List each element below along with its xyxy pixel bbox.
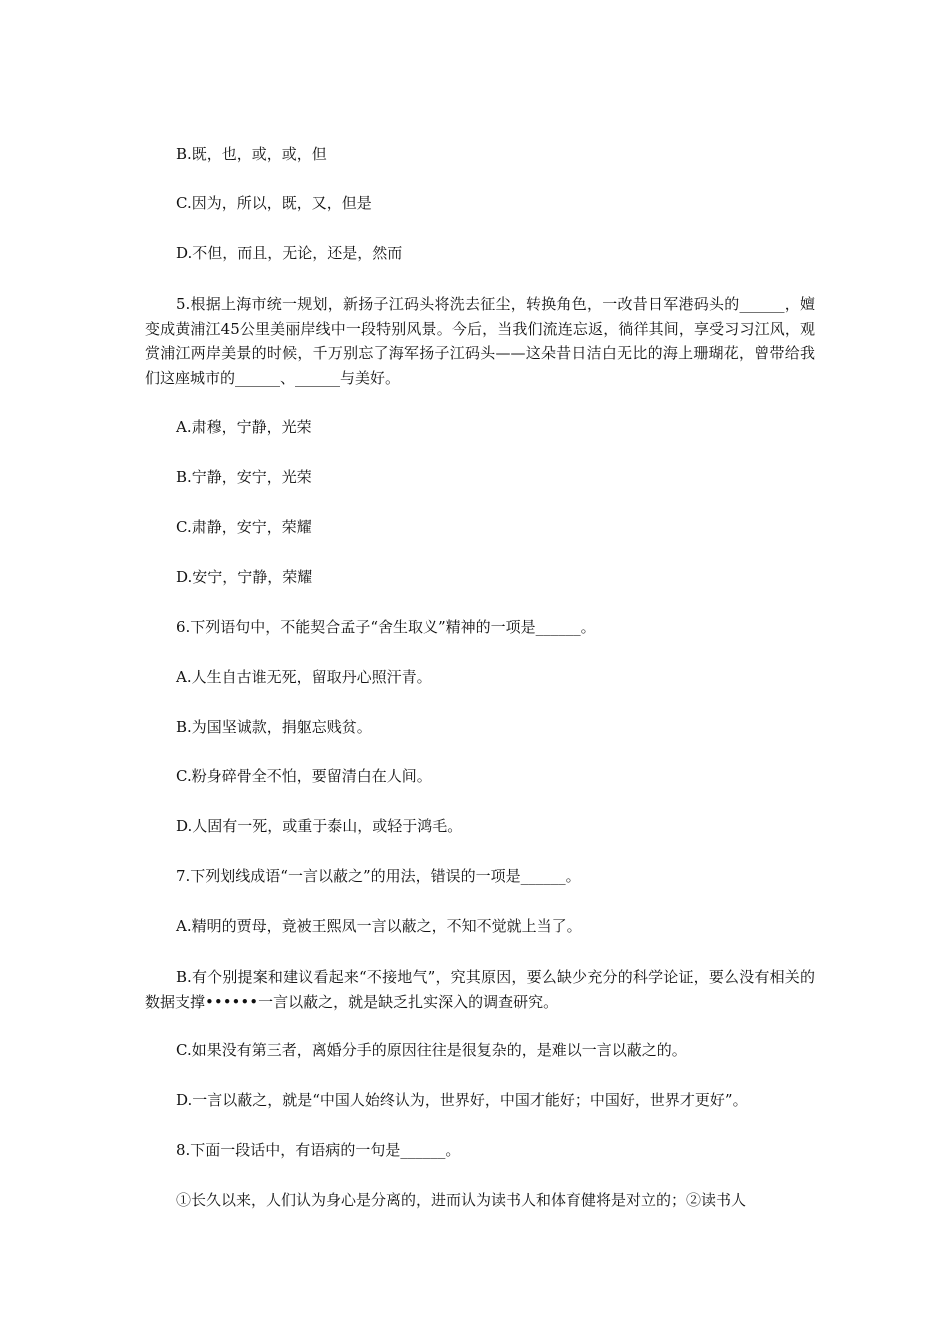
q6-stem: 6.下列语句中，不能契合孟子“舍生取义”精神的一项是______。: [176, 618, 596, 636]
q8-passage: ①长久以来，人们认为身心是分离的，进而认为读书人和体育健将是对立的；②读书人: [176, 1191, 747, 1209]
q6-option-c: C.粉身碎骨全不怕，要留清白在人间。: [176, 767, 432, 785]
q5-option-b: B.宁静，安宁，光荣: [176, 468, 312, 486]
q6-option-d: D.人固有一死，或重于泰山，或轻于鸿毛。: [176, 817, 463, 835]
q7-option-b: B.有个别提案和建议看起来“不接地气”，究其原因，要么缺少充分的科学论证，要么没有相关的数据支撑••••••一言以蔽之，就是缺乏扎实深入的调查研究。: [145, 968, 815, 1011]
q5-option-a: A.肃穆，宁静，光荣: [176, 418, 312, 436]
q5-option-c: C.肃静，安宁，荣耀: [176, 518, 312, 536]
q6-option-a: A.人生自古谁无死，留取丹心照汗青。: [176, 668, 432, 686]
q7-option-a: A.精明的贾母，竟被王熙凤一言以蔽之，不知不觉就上当了。: [176, 917, 582, 935]
q4-option-d: D.不但，而且，无论，还是，然而: [176, 244, 403, 262]
q7-option-d: D.一言以蔽之，就是“中国人始终认为，世界好，中国才能好；中国好，世界才更好”。: [176, 1091, 748, 1109]
q5-stem: 5.根据上海市统一规划，新扬子江码头将洗去征尘，转换角色，一改昔日军港码头的______，嬗变成黄浦江45公里美丽岸线中一段特别风景。今后，当我们流连忘返，徜徉其间，享受习习江风，观赏浦江两岸美景的时候，千万别忘了海军扬子江码头——这朵昔日洁白无比的海上珊瑚花，曾带给我们这座城市的______、______与美好。: [145, 295, 815, 387]
q6-option-b: B.为国坚诚款，捐躯忘贱贫。: [176, 718, 372, 736]
q4-option-b: B.既，也，或，或，但: [176, 145, 327, 163]
q5-option-d: D.安宁，宁静，荣耀: [176, 568, 313, 586]
q4-option-c: C.因为，所以，既，又，但是: [176, 194, 372, 212]
q7-stem: 7.下列划线成语“一言以蔽之”的用法，错误的一项是______。: [176, 867, 581, 885]
q7-option-c: C.如果没有第三者，离婚分手的原因往往是很复杂的，是难以一言以蔽之的。: [176, 1041, 687, 1059]
q8-stem: 8.下面一段话中，有语病的一句是______。: [176, 1141, 461, 1159]
